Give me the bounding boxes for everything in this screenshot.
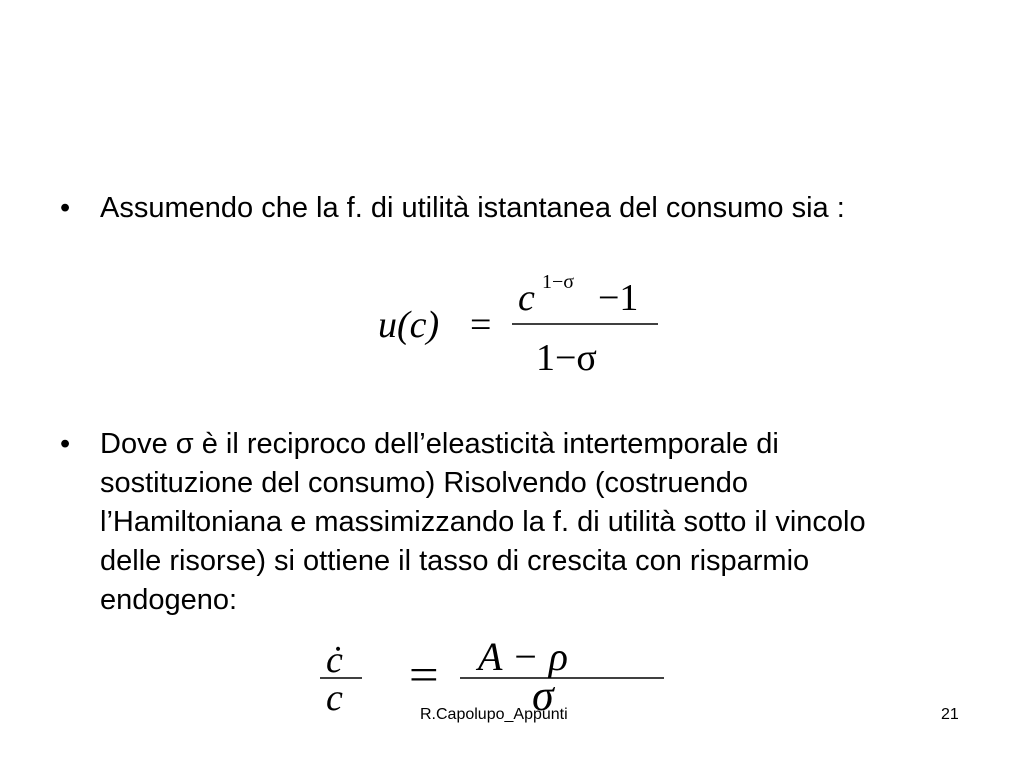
bullet-marker: • — [60, 192, 71, 224]
formula-num-base: c — [518, 277, 535, 319]
bullet-marker: • — [60, 428, 71, 460]
formula-rhs-denominator: σ — [532, 671, 554, 718]
formula-lhs-denominator: c — [326, 677, 343, 718]
slide-number: 21 — [941, 706, 959, 723]
formula-denominator: 1−σ — [536, 337, 597, 379]
bullet-text: Assumendo che la f. di utilità istantanea del consumo sia : — [100, 192, 845, 224]
utility-function-formula — [370, 268, 670, 388]
formula-equals: = — [408, 649, 439, 701]
bullet-text: Dove σ è il reciproco dell’eleasticità intertemporale di sostituzione del consumo) Risolvendo (costruendo l’Hamiltoniana e massimizzando la f. di utilità sotto il vincolo delle risorse) si ottiene il tasso di crescita con risparmio endogeno: — [100, 428, 866, 616]
formula-rhs-numerator: A − ρ — [478, 638, 568, 679]
footer-author: R.Capolupo_Appunti — [420, 706, 568, 723]
formula-num-exponent: 1−σ — [542, 271, 575, 293]
formula-equals: = — [470, 304, 492, 346]
formula-lhs: u(c) — [378, 304, 440, 346]
formula-lhs-numerator: ċ — [326, 639, 343, 681]
formula-num-tail: −1 — [598, 277, 639, 319]
